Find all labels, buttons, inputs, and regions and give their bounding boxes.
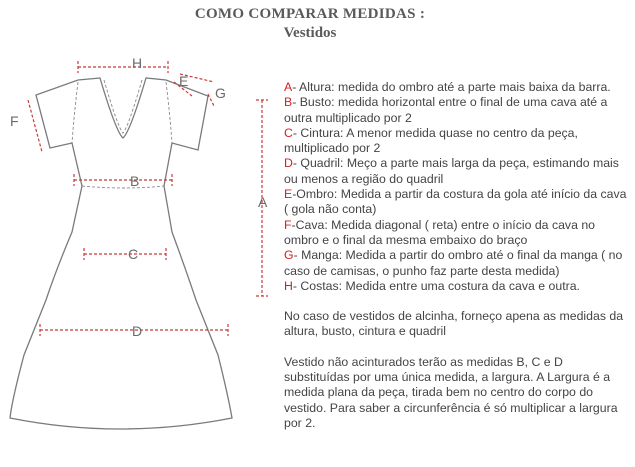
title-line-2: Vestidos (283, 25, 337, 41)
label-b: B (130, 173, 140, 189)
measure-e: E-Ombro: Medida a partir da costura da gola até início da cava ( gola não conta) (284, 187, 627, 217)
label-g: G (215, 85, 226, 101)
label-d: D (132, 323, 143, 339)
note-alcinha: No caso de vestidos de alcinha, forneço apena as medidas da altura, busto, cintura e quadril (284, 309, 624, 339)
label-a: A (258, 194, 268, 210)
label-f: F (10, 113, 19, 129)
title-line-1: COMO COMPARAR MEDIDAS : (194, 6, 426, 22)
measure-c: C- Cintura: A menor medida quase no centro da peça, multiplicado por 2 (284, 125, 578, 156)
measures-text (284, 80, 629, 431)
label-e: E (179, 73, 189, 89)
measure-a: A- Altura: medida do ombro até a parte mais baixa da barra. (284, 80, 611, 94)
measure-g: G- Manga: Medida a partir do ombro até o final da manga ( no caso de camisas, o punho faz parte desta medida) (284, 248, 623, 278)
measure-f: F-Cava: Medida diagonal ( reta) entre o início da cava no ombro e o final da mesma embaixo do braço (284, 217, 596, 247)
g-measure-line (208, 94, 214, 106)
note-largura: Vestido não acinturados terão as medidas B, C e D substituídas por uma única medida, a largura. A Largura é a medida plana da peça, tirada bem no centro do corpo do vestido. Para saber a circunferência é só multiplicar a largura por 2. (284, 354, 618, 430)
dress-diagram (0, 0, 280, 467)
measure-b: B- Busto: medida horizontal entre o final de uma cava até a outra multiplicado por 2 (284, 95, 608, 125)
label-c: C (128, 246, 139, 262)
measure-d: D- Quadril: Meço a parte mais larga da peça, estimando mais ou menos a região do quadril (284, 156, 619, 186)
measure-h: H- Costas: Medida entre uma costura da cava e outra. (284, 278, 580, 293)
label-h: H (132, 55, 143, 71)
